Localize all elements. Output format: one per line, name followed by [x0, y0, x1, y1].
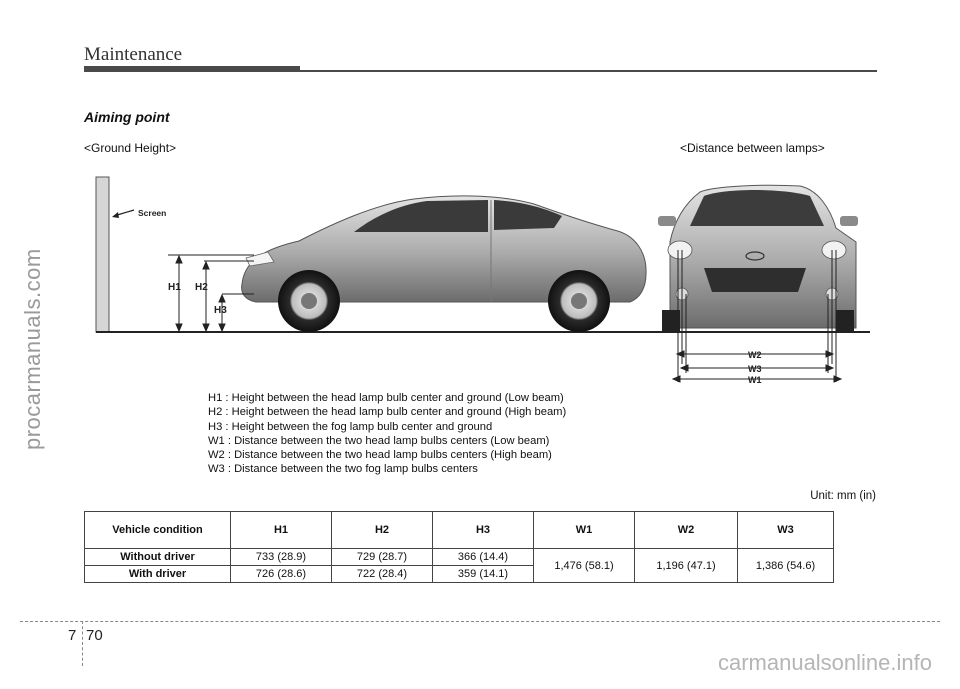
header-rule-thick: [84, 66, 300, 72]
w3-cell: 1,386 (54.6): [738, 549, 834, 583]
ground-height-caption: <Ground Height>: [84, 141, 177, 155]
col-header-h1: H1: [231, 512, 332, 549]
aiming-diagram: [84, 168, 874, 390]
h3-cell: 366 (14.4): [433, 549, 534, 566]
col-header-condition: Vehicle condition: [85, 512, 231, 549]
screen-wall: [96, 177, 166, 332]
lamp-distance-caption: <Distance between lamps>: [680, 141, 825, 155]
h1-label: H1: [168, 282, 181, 293]
col-header-w3: W3: [738, 512, 834, 549]
side-watermark: procarmanuals.com: [20, 248, 45, 450]
section-title: Aiming point: [84, 109, 170, 125]
h2-cell: 729 (28.7): [332, 549, 433, 566]
bottom-watermark: carmanualsonline.info: [717, 650, 932, 675]
w1-cell: 1,476 (58.1): [534, 549, 635, 583]
legend-w3: W3 : Distance between the two fog lamp bulbs centers: [208, 463, 478, 476]
unit-label: Unit: mm (in): [810, 490, 876, 502]
h3-label: H3: [214, 305, 227, 316]
legend-h3: H3 : Height between the fog lamp bulb center and ground: [208, 420, 493, 433]
w2-cell: 1,196 (47.1): [635, 549, 738, 583]
table-row: [85, 549, 834, 566]
table-header-row: [85, 512, 834, 549]
legend-h2: H2 : Height between the head lamp bulb center and ground (High beam): [208, 406, 567, 419]
col-header-w1: W1: [534, 512, 635, 549]
col-header-h2: H2: [332, 512, 433, 549]
h2-cell: 722 (28.4): [332, 566, 433, 583]
page-header-title: Maintenance: [84, 44, 183, 65]
condition-cell: With driver: [85, 566, 231, 583]
legend: [208, 391, 566, 477]
w3-label: W3: [748, 364, 762, 374]
height-dimensions: [168, 255, 254, 331]
header-rule-thin: [300, 70, 877, 72]
legend-h1: H1 : Height between the head lamp bulb center and ground (Low beam): [208, 392, 564, 404]
col-header-w2: W2: [635, 512, 738, 549]
h3-cell: 359 (14.1): [433, 566, 534, 583]
aiming-spec-table: [84, 511, 834, 583]
h2-label: H2: [195, 282, 208, 293]
car-side-view: [242, 196, 646, 332]
footer-divider: [20, 621, 940, 622]
col-header-h3: H3: [433, 512, 534, 549]
page-number: 70: [86, 627, 103, 644]
screen-label: Screen: [138, 208, 167, 218]
w1-label: W1: [748, 375, 762, 385]
chapter-number: 7: [68, 627, 77, 644]
w2-label: W2: [748, 350, 762, 360]
legend-w1: W1 : Distance between the two head lamp bulbs centers (Low beam): [208, 434, 550, 447]
legend-w2: W2 : Distance between the two head lamp bulbs centers (High beam): [208, 449, 552, 462]
h1-cell: 733 (28.9): [231, 549, 332, 566]
condition-cell: Without driver: [85, 549, 231, 566]
h1-cell: 726 (28.6): [231, 566, 332, 583]
footer-vertical-divider: [82, 621, 83, 666]
